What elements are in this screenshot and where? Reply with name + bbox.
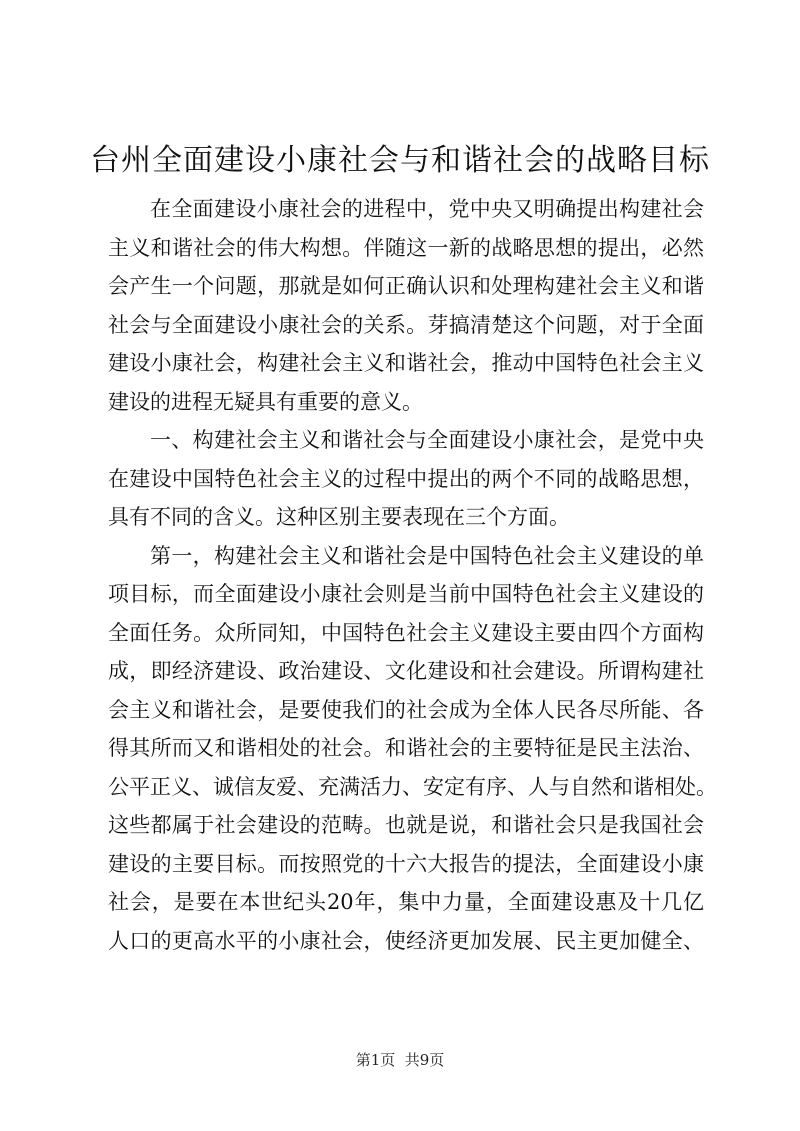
paragraph-3-line-10: 社会，是要在本世纪头20年，集中力量，全面建设惠及十几亿 <box>108 890 704 914</box>
paragraph-1-line-1: 在全面建设小康社会的进程中，党中央又明确提出构建社会 <box>150 197 704 221</box>
paragraph-3-line-3: 全面任务。众所同知，中国特色社会主义建设主要由四个方面构 <box>108 620 704 645</box>
paragraph-3-line-11: 人口的更高水平的小康社会，使经济更加发展、民主更加健全、 <box>108 928 704 953</box>
paragraph-1-line-6: 建设的进程无疑具有重要的意义。 <box>108 389 423 414</box>
paragraph-2-line-3: 具有不同的含义。这种区别主要表现在三个方面。 <box>108 505 570 529</box>
paragraph-3-line-4: 成，即经济建设、政治建设、文化建设和社会建设。所谓构建社 <box>108 659 704 683</box>
paragraph-3-line-2: 项目标，而全面建设小康社会则是当前中国特色社会主义建设的 <box>108 582 704 606</box>
paragraph-2-line-2: 在建设中国特色社会主义的过程中提出的两个不同的战略思想， <box>108 466 704 491</box>
paragraph-1-line-3: 会产生一个问题，那就是如何正确认识和处理构建社会主义和谐 <box>108 274 704 298</box>
document-body <box>108 190 717 960</box>
paragraph-3-line-8: 这些都属于社会建设的范畴。也就是说，和谐社会只是我国社会 <box>108 813 704 837</box>
paragraph-1-line-4: 社会与全面建设小康社会的关系。芽搞清楚这个问题，对于全面 <box>108 312 704 337</box>
paragraph-3-line-1: 第一，构建社会主义和谐社会是中国特色社会主义建设的单 <box>150 543 704 568</box>
paragraph-3-line-9: 建设的主要目标。而按照党的十六大报告的提法，全面建设小康 <box>108 851 704 876</box>
paragraph-1-line-5: 建设小康社会，构建社会主义和谐社会，推动中国特色社会主义 <box>108 351 704 375</box>
document-title: 台州全面建设小康社会与和谐社会的战略目标 <box>90 143 710 178</box>
page-footer: 第1页 共9页 <box>355 1051 445 1069</box>
paragraph-3-line-5: 会主义和谐社会，是要使我们的社会成为全体人民各尽所能、各 <box>108 697 704 722</box>
paragraph-1-line-2: 主义和谐社会的伟大构想。伴随这一新的战略思想的提出，必然 <box>108 235 704 260</box>
paragraph-2-line-1: 一、构建社会主义和谐社会与全面建设小康社会，是党中央 <box>150 428 704 452</box>
paragraph-3-line-7: 公平正义、诚信友爱、充满活力、安定有序、人与自然和谐相处。 <box>108 774 717 799</box>
paragraph-3-line-6: 得其所而又和谐相处的社会。和谐社会的主要特征是民主法治、 <box>108 736 704 760</box>
